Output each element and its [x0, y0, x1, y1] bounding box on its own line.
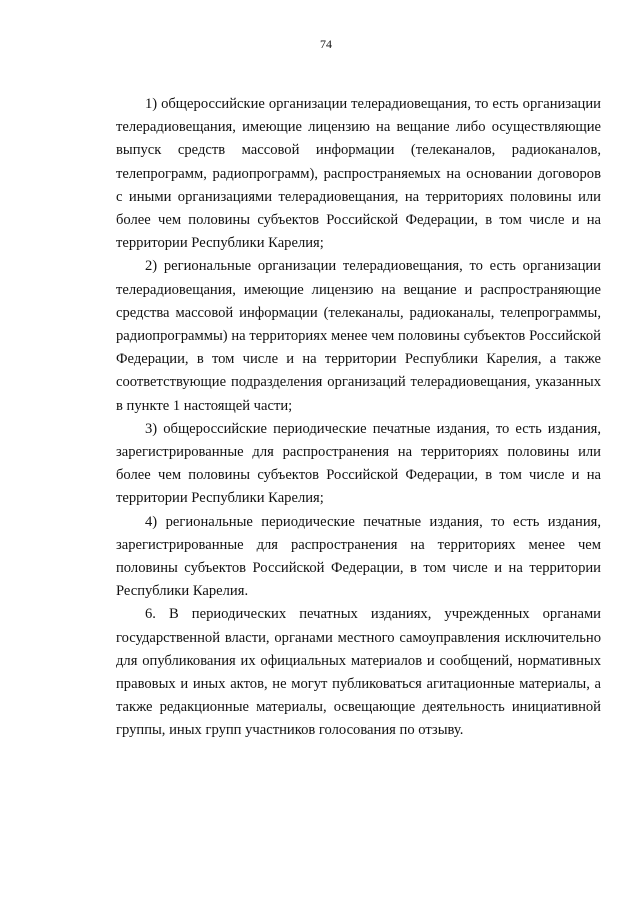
paragraph-point-6: 6. В периодических печатных изданиях, учрежденных органами государственной власти, органами местного самоуправления исключительно для опубликования их официальных материалов и сообщений, нормативных правовых и иных актов, не могут публиковаться агитационные материалы, а также редакционные материалы, освещающие деятельность инициативной группы, иных групп участников голосования по отзыву.	[116, 606, 601, 739]
paragraph-item-1: 1) общероссийские организации телерадиовещания, то есть организации телерадиовещания, имеющие лицензию на вещание либо осуществляющие выпуск средств массовой информации (телеканалов, радиоканалов, телепрограмм, радиопрограмм), распространяемых на основании договоров с иными организациями телерадиовещания, на территориях половины или более чем половины субъектов Российской Федерации, в том числе и на территории Республики Карелия;	[116, 96, 601, 252]
paragraph-item-3: 3) общероссийские периодические печатные издания, то есть издания, зарегистрированные для распространения на территориях половины или более чем половины субъектов Российской Федерации, в том числе и на территории Республики Карелия;	[116, 420, 601, 507]
document-body	[116, 93, 601, 743]
paragraph-item-4: 4) региональные периодические печатные издания, то есть издания, зарегистрированные для распространения на территориях менее чем половины субъектов Российской Федерации, в том числе и на территории Республики Карелия.	[116, 513, 601, 600]
paragraph-item-2: 2) региональные организации телерадиовещания, то есть организации телерадиовещания, имеющие лицензию на вещание и распространяющие средства массовой информации (телеканалы, радиоканалы, телепрограммы, радиопрограммы) на территориях менее чем половины субъектов Российской Федерации, в том числе и на территории Республики Карелия, а также соответствующие подразделения организаций телерадиовещания, указанных в пункте 1 настоящей части;	[116, 258, 601, 414]
page-number: 74	[320, 37, 332, 51]
